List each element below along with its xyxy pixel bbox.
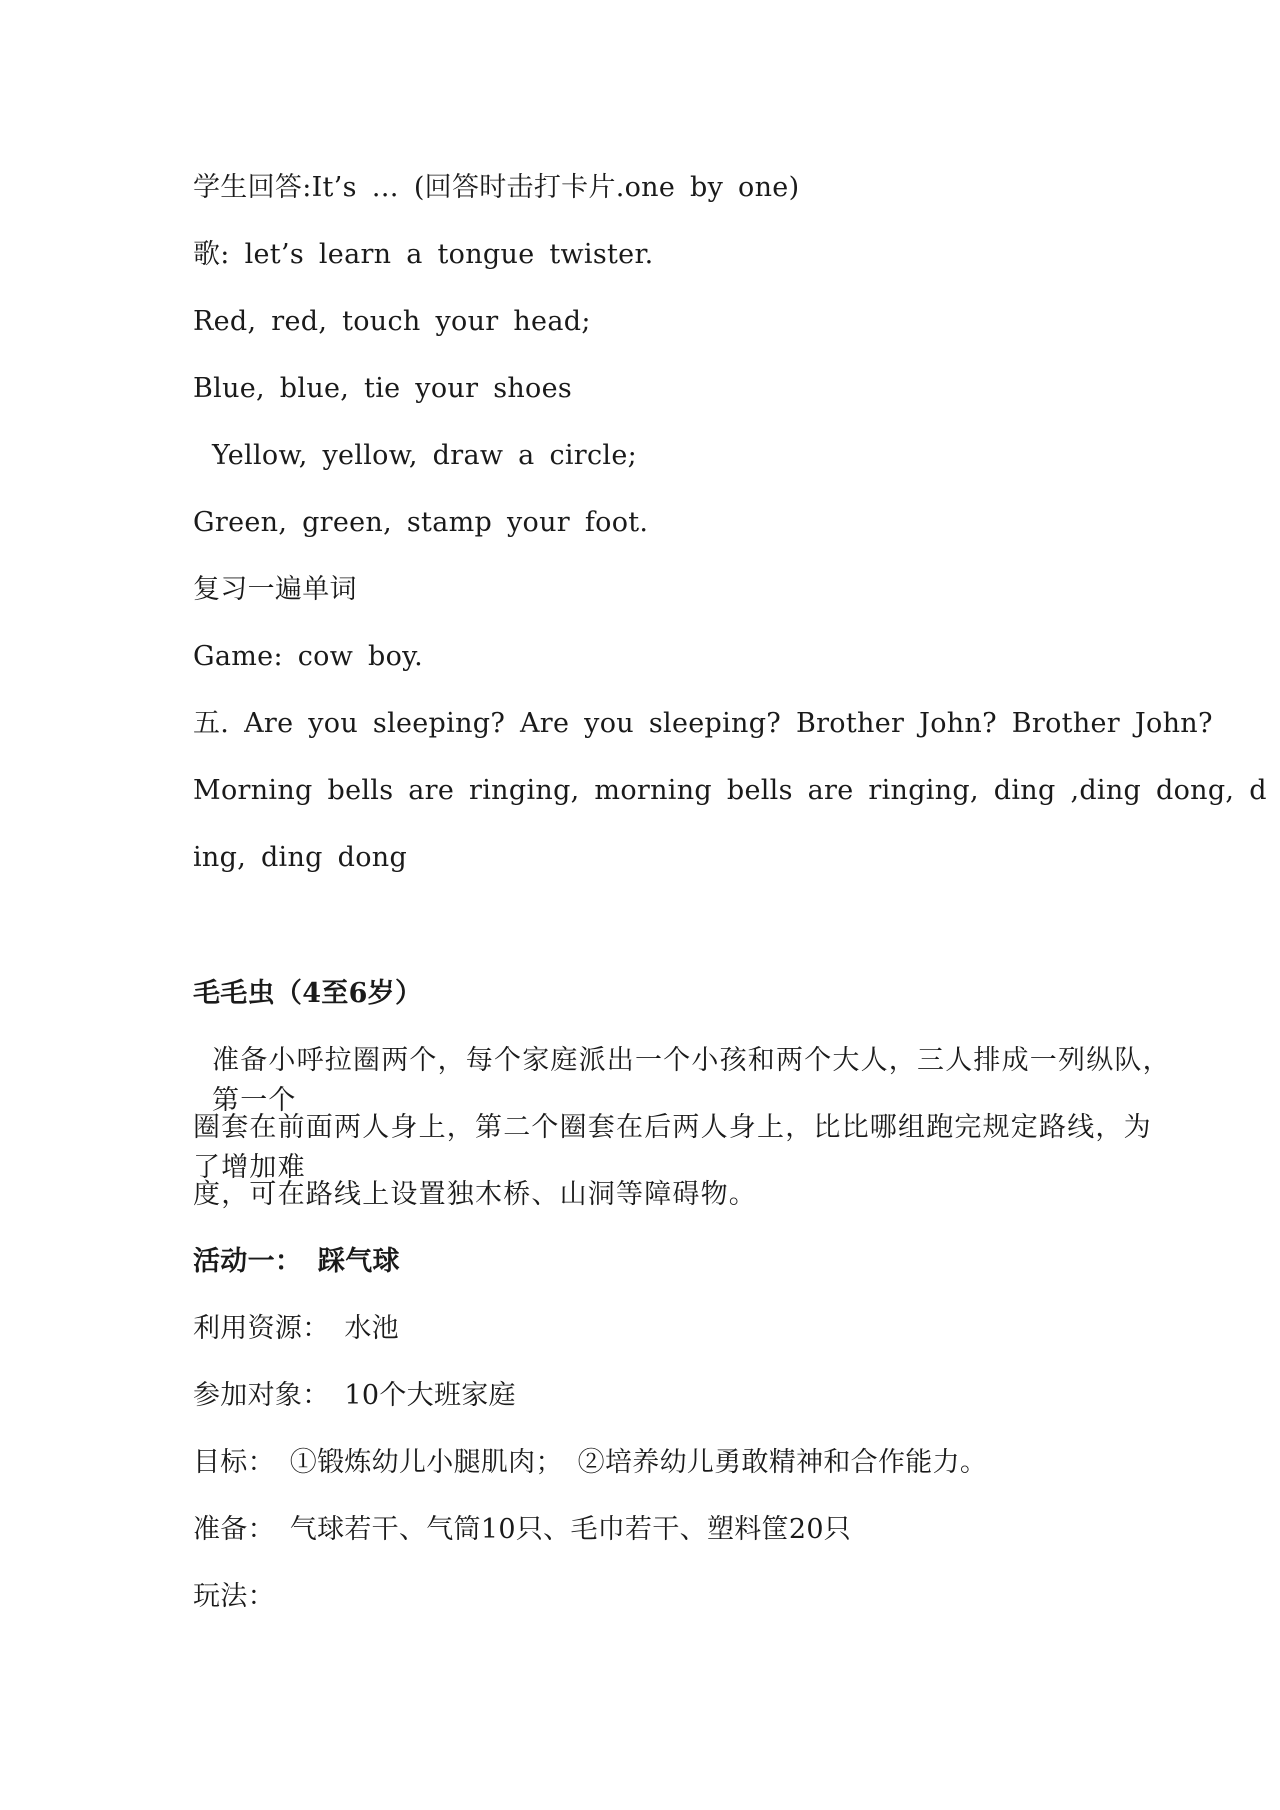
document-page xyxy=(193,0,1267,1810)
activity-participants: 参加对象： 10个大班家庭 xyxy=(193,1380,516,1411)
activity-goals: 目标： ①锻炼幼儿小腿肌肉； ②培养幼儿勇敢精神和合作能力。 xyxy=(193,1447,988,1478)
text-line-song-2: Morning bells are ringing, morning bells are ringing, ding ,ding dong, d xyxy=(193,775,1267,806)
text-line-red: Red, red, touch your head; xyxy=(193,306,591,337)
text-line-green: Green, green, stamp your foot. xyxy=(193,507,649,538)
text-line-review-words: 复习一遍单词 xyxy=(193,574,357,605)
text-line-game: Game: cow boy. xyxy=(193,641,423,672)
activity-title: 活动一： 踩气球 xyxy=(193,1246,400,1277)
text-line-student-answer: 学生回答:It’s … (回答时击打卡片.one by one) xyxy=(193,172,800,203)
activity-preparation: 准备： 气球若干、气筒10只、毛巾若干、塑料筐20只 xyxy=(193,1514,852,1545)
text-line-blue: Blue, blue, tie your shoes xyxy=(193,373,573,404)
paragraph-line-2: 圈套在前面两人身上，第二个圈套在后两人身上，比比哪组跑完规定路线，为了增加难 xyxy=(193,1112,1152,1183)
activity-howto: 玩法： xyxy=(193,1581,275,1612)
text-line-song-3: ing, ding dong xyxy=(193,842,408,873)
text-line-song-1: 五. Are you sleeping? Are you sleeping? Brother John? Brother John? xyxy=(193,708,1213,739)
section-title: 毛毛虫（4至6岁） xyxy=(193,978,423,1009)
text-line-yellow: Yellow, yellow, draw a circle; xyxy=(212,440,638,471)
text-line-tongue-twister-intro: 歌: let’s learn a tongue twister. xyxy=(193,239,654,270)
paragraph-line-1: 准备小呼拉圈两个，每个家庭派出一个小孩和两个大人，三人排成一列纵队，第一个 xyxy=(212,1045,1171,1116)
activity-resource: 利用资源： 水池 xyxy=(193,1313,399,1344)
paragraph-line-3: 度，可在路线上设置独木桥、山洞等障碍物。 xyxy=(193,1179,757,1210)
